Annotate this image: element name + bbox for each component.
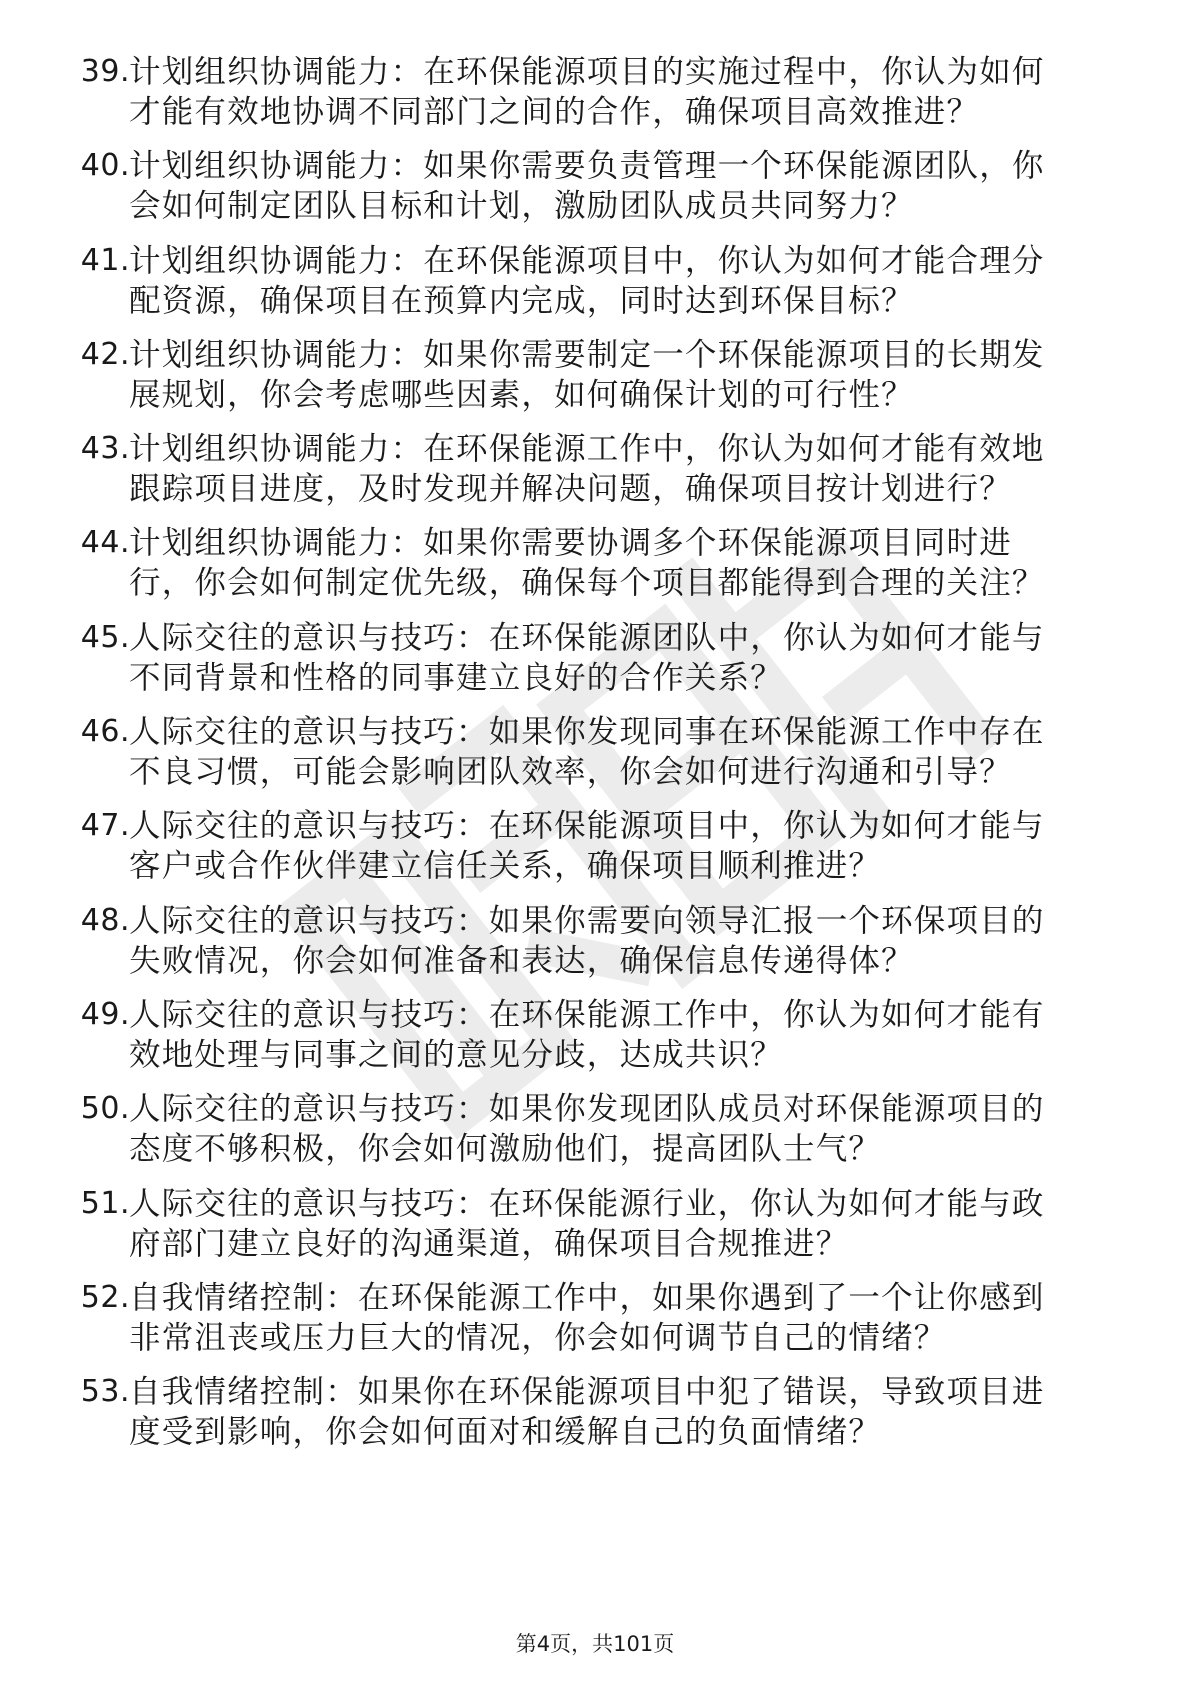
question-text: 自我情绪控制：如果你在环保能源项目中犯了错误，导致项目进 度受到影响，你会如何面对和缓解自己的负面情绪？	[129, 1374, 1045, 1451]
question-text: 人际交往的意识与技巧：如果你需要向领导汇报一个环保项目的 失败情况，你会如何准备和表达，确保信息传递得体？	[129, 902, 1045, 979]
question-number: 49.	[80, 996, 130, 1032]
question-item-53	[58, 1372, 1118, 1466]
question-text: 计划组织协调能力：在环保能源项目中，你认为如何才能合理分 配资源，确保项目在预算内完成，同时达到环保目标？	[129, 242, 1045, 319]
page-footer	[0, 1630, 1190, 1658]
question-list	[58, 52, 1118, 1466]
question-number: 52.	[80, 1279, 130, 1315]
question-item-47	[58, 806, 1118, 900]
question-number: 53.	[80, 1374, 130, 1410]
question-item-41	[58, 241, 1118, 335]
question-text: 人际交往的意识与技巧：在环保能源行业，你认为如何才能与政 府部门建立良好的沟通渠道，确保项目合规推进？	[129, 1185, 1045, 1262]
question-item-39	[58, 52, 1118, 146]
question-text: 自我情绪控制：在环保能源工作中，如果你遇到了一个让你感到 非常沮丧或压力巨大的情况，你会如何调节自己的情绪？	[129, 1279, 1045, 1356]
question-text: 人际交往的意识与技巧：如果你发现同事在环保能源工作中存在 不良习惯，可能会影响团队效率，你会如何进行沟通和引导？	[129, 714, 1045, 791]
question-number: 47.	[80, 808, 130, 844]
question-number: 42.	[80, 336, 130, 372]
question-text: 人际交往的意识与技巧：在环保能源工作中，你认为如何才能有 效地处理与同事之间的意见分歧，达成共识？	[129, 996, 1045, 1073]
question-item-44	[58, 523, 1118, 617]
question-item-45	[58, 618, 1118, 712]
question-text: 计划组织协调能力：在环保能源工作中，你认为如何才能有效地 跟踪项目进度，及时发现并解决问题，确保项目按计划进行？	[129, 431, 1045, 508]
question-item-51	[58, 1184, 1118, 1278]
question-text: 人际交往的意识与技巧：在环保能源项目中，你认为如何才能与 客户或合作伙伴建立信任关系，确保项目顺利推进？	[129, 808, 1045, 885]
question-number: 43.	[80, 431, 130, 467]
question-item-48	[58, 901, 1118, 995]
question-item-52	[58, 1278, 1118, 1372]
question-item-43	[58, 429, 1118, 523]
question-text: 计划组织协调能力：如果你需要协调多个环保能源项目同时进 行，你会如何制定优先级，确保每个项目都能得到合理的关注？	[129, 525, 1045, 602]
question-number: 48.	[80, 902, 130, 938]
question-number: 41.	[80, 242, 130, 278]
question-number: 50.	[80, 1091, 130, 1127]
question-number: 39.	[80, 54, 130, 89]
page-indicator: 第4页，共101页	[515, 1632, 675, 1656]
question-item-50	[58, 1089, 1118, 1183]
question-number: 40.	[80, 148, 130, 184]
question-text: 计划组织协调能力：在环保能源项目的实施过程中，你认为如何 才能有效地协调不同部门之间的合作，确保项目高效推进？	[129, 54, 1045, 130]
question-text: 人际交往的意识与技巧：如果你发现团队成员对环保能源项目的 态度不够积极，你会如何激励他们，提高团队士气？	[129, 1091, 1045, 1168]
question-item-40	[58, 146, 1118, 240]
question-number: 44.	[80, 525, 130, 561]
question-text: 计划组织协调能力：如果你需要负责管理一个环保能源团队，你 会如何制定团队目标和计划，激励团队成员共同努力？	[129, 148, 1045, 225]
question-number: 51.	[80, 1185, 130, 1221]
question-item-46	[58, 712, 1118, 806]
question-number: 46.	[80, 714, 130, 750]
question-number: 45.	[80, 619, 130, 655]
question-item-49	[58, 995, 1118, 1089]
question-text: 人际交往的意识与技巧：在环保能源团队中，你认为如何才能与 不同背景和性格的同事建立良好的合作关系？	[129, 619, 1045, 696]
question-text: 计划组织协调能力：如果你需要制定一个环保能源项目的长期发 展规划，你会考虑哪些因素，如何确保计划的可行性？	[129, 336, 1045, 413]
question-item-42	[58, 335, 1118, 429]
